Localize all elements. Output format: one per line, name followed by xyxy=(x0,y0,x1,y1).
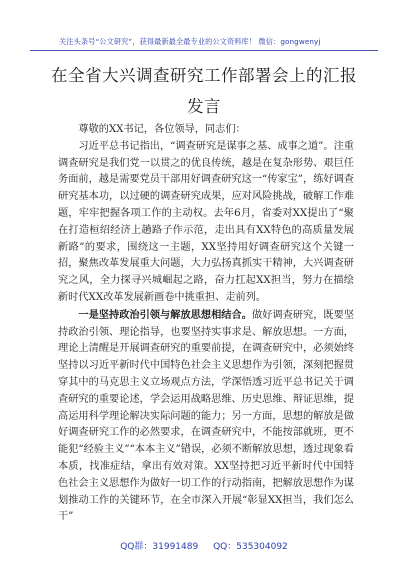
footer-qq: QQ：535304092 xyxy=(213,542,288,552)
document-title-line-2: 发言 xyxy=(187,97,221,116)
header-divider xyxy=(30,50,378,51)
salutation: 尊敬的XX书记，各位领导，同志们： xyxy=(78,124,246,135)
document-title-line-1: 在全省大兴调查研究工作部署会上的汇报 xyxy=(51,66,357,85)
document-body xyxy=(58,122,354,526)
footer-qq-group: QQ群：31991489 xyxy=(120,542,199,552)
paragraph-2-text: 做好调查研究，既要坚持政治引领、理论指导，也要坚持实事求是、解放思想。一方面，理论上清醒是开展调查研究的重要前提，在调查研究中，必须始终坚持以习近平新时代中国特色社会主义思想作为引领，深刻把握贯穿其中的马克思主义立场观点方法，学深悟透习近平总书记关于调查研究的重要论述，学会运用战略思维、历史思维、辩证思维，提高运用科学理论解决实际问题的能力；另一方面，思想的解放是做好调查研究工作的必然要求，在调查研究中，不能按部就班，更不能犯“经验主义”“本本主义”错误，必须不断解放思想，透过现象看本质，找准症结，拿出有效对策。XX坚持把习近平新时代中国特色社会主义思想作为做好一切工作的行动指南，把解放思想作为谋划推动工作的关键环节，在全市深入开展“彰显XX担当，我们怎么干” xyxy=(58,309,355,523)
paragraph-1: 习近平总书记指出，“调查研究是谋事之基、成事之道”。注重调查研究是我们党一以贯之的优良传统，越是在复杂形势、艰巨任务面前，越是需要党员干部用好调查研究这一“传家宝”，练好调查研究基本功，以过硬的调查研究成果，应对风险挑战，破解工作难题，牢牢把握各项工作的主动权。去年6月，省委对XX提出了“聚在打造桓绍经济上趟路子作示范，走出具有XX特色的高质量发展新路”的要求，围绕这一主题，XX坚持用好调查研究这个关键一招，聚焦改革发展重大问题，大力弘扬真抓实干精神，大兴调查研究之风，全力探寻兴城崛起之路，奋力扛起XX担当，努力在描绘新时代XX改革发展新画卷中挑重担、走前列。 xyxy=(58,140,354,303)
section-heading-1: 一是坚持政治引领与解放思想相结合。 xyxy=(78,308,252,321)
paragraph-2 xyxy=(58,307,354,526)
header-banner-text: 关注头条号“公文研究”，获得最新最全最专业的公文资料库！ 微信：gongwenyj xyxy=(59,37,321,46)
footer-contact xyxy=(0,539,408,552)
